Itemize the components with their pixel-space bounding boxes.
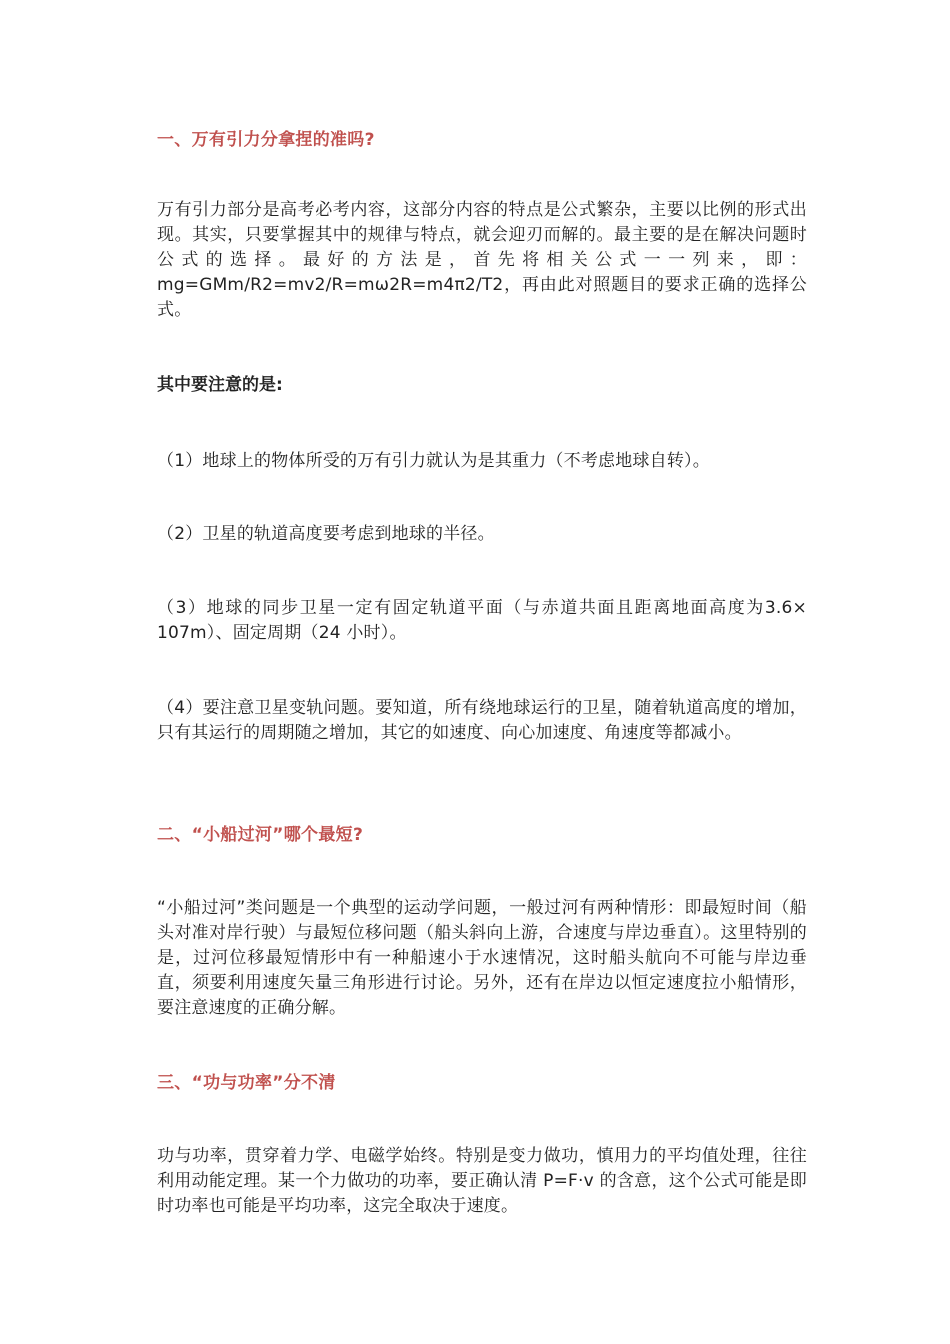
- section-1-heading: 一、万有引力分拿捏的准吗?: [157, 130, 375, 150]
- section-2-paragraph: “小船过河”类问题是一个典型的运动学问题，一般过河有两种情形：即最短时间（船头对准对岸行驶）与最短位移问题（船头斜向上游，合速度与岸边垂直）。这里特别的是，过河位移最短情形中有一种船速小于水速情况，这时船头航向不可能与岸边垂直，须要利用速度矢量三角形进行讨论。另外，还有在岸边以恒定速度拉小船情形，要注意速度的正确分解。: [157, 898, 807, 1018]
- note-3: （3）地球的同步卫星一定有固定轨道平面（与赤道共面且距离地面高度为3.6× 107m）、固定周期（24 小时）。: [157, 598, 807, 643]
- note-1: （1）地球上的物体所受的万有引力就认为是其重力（不考虑地球自转）。: [157, 451, 710, 471]
- note-4: （4）要注意卫星变轨问题。要知道，所有绕地球运行的卫星，随着轨道高度的增加，只有其运行的周期随之增加，其它的如速度、向心加速度、角速度等都减小。: [157, 698, 807, 743]
- section-3-heading: 三、“功与功率”分不清: [157, 1073, 336, 1093]
- section-3-paragraph: 功与功率，贯穿着力学、电磁学始终。特别是变力做功，慎用力的平均值处理，往往利用动能定理。某一个力做功的功率，要正确认清 P=F·v 的含意，这个公式可能是即时功率也可能是平均功率，这完全取决于速度。: [157, 1146, 807, 1216]
- section-2-heading: 二、“小船过河”哪个最短?: [157, 825, 364, 845]
- section-1-paragraph: 万有引力部分是高考必考内容，这部分内容的特点是公式繁杂，主要以比例的形式出现。其实，只要掌握其中的规律与特点，就会迎刃而解的。最主要的是在解决问题时公式的选择。最好的方法是，首先将相关公式一一列来，即：mg=GMm/R2=mv2/R=mω2R=m4π2/T2，再由此对照题目的要求正确的选择公式。: [157, 200, 807, 320]
- notes-title: 其中要注意的是:: [157, 375, 283, 395]
- note-2: （2）卫星的轨道高度要考虑到地球的半径。: [157, 524, 495, 544]
